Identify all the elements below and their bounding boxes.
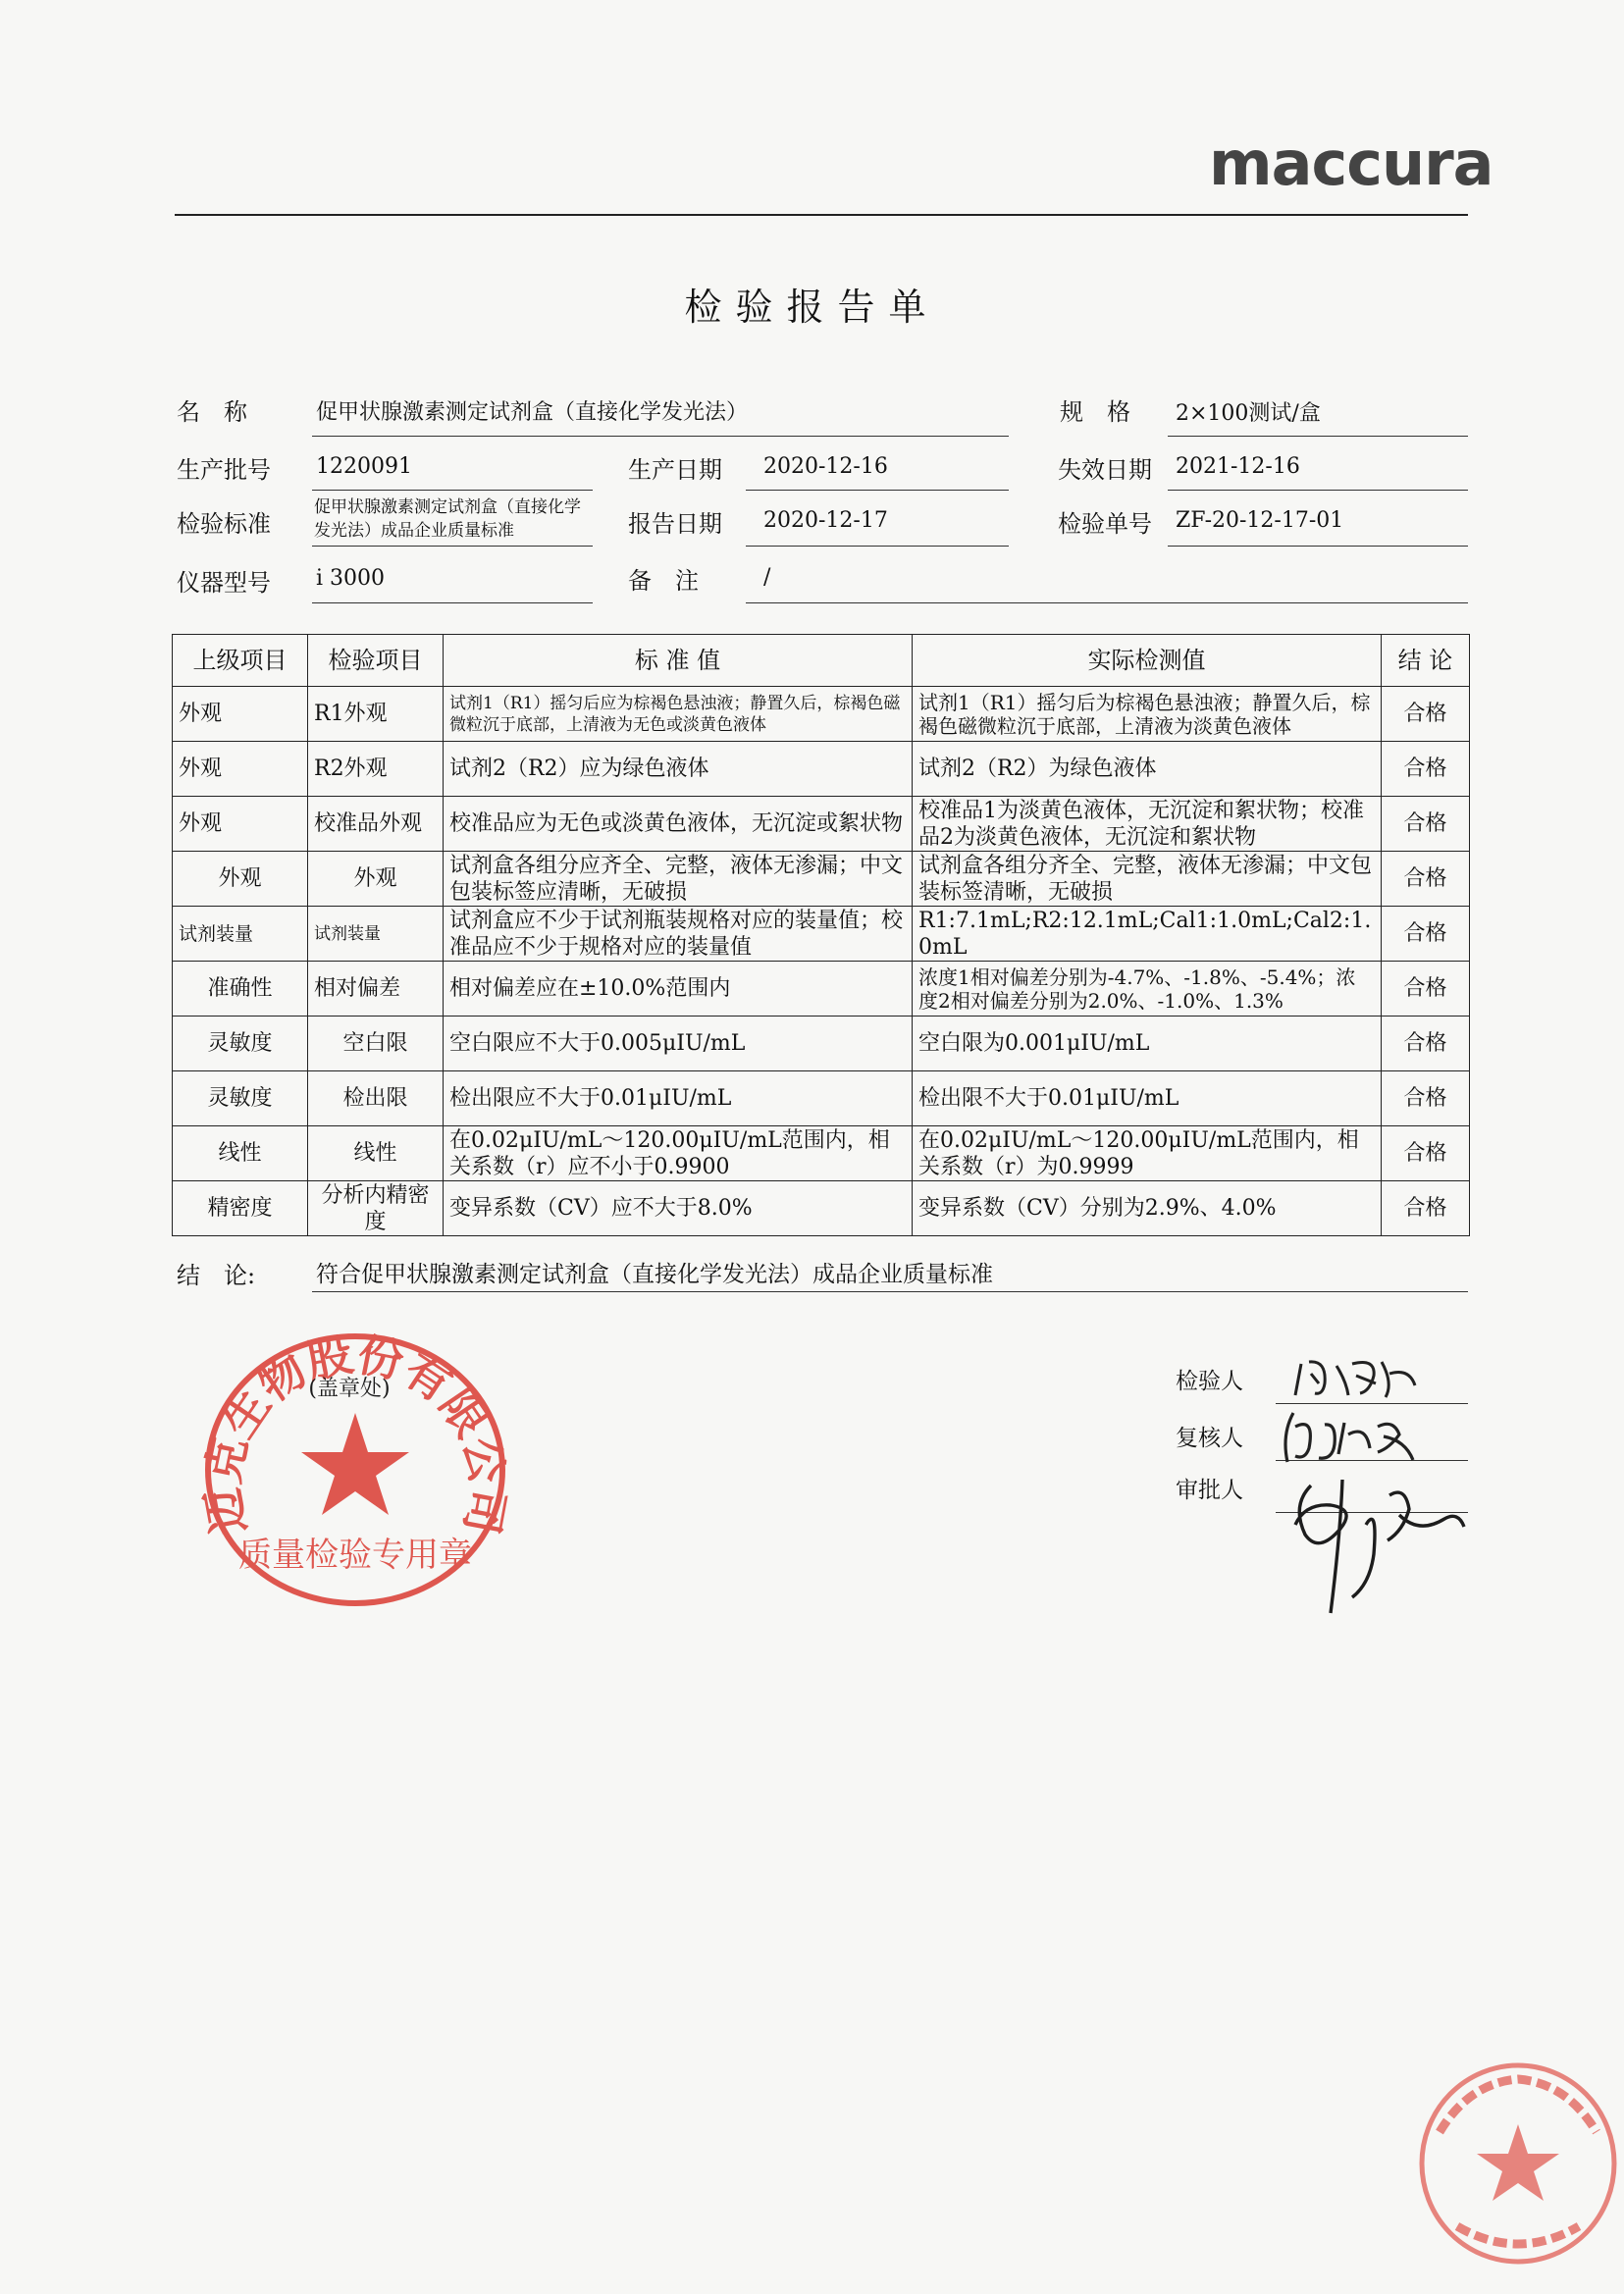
cell-standard: 试剂盒应不少于试剂瓶装规格对应的装量值；校准品应不少于规格对应的装量值 bbox=[444, 907, 913, 962]
cell-parent: 灵敏度 bbox=[173, 1071, 308, 1126]
cell-actual: 空白限为0.001μIU/mL bbox=[913, 1017, 1382, 1071]
table-row bbox=[173, 1181, 1470, 1236]
conclusion-underline bbox=[312, 1291, 1468, 1292]
remark-underline bbox=[746, 602, 1468, 603]
reviewer-label: 复核人 bbox=[1176, 1426, 1243, 1451]
cell-result: 合格 bbox=[1382, 1181, 1470, 1236]
table-row bbox=[173, 797, 1470, 852]
table-row bbox=[173, 852, 1470, 907]
cell-parent: 外观 bbox=[173, 742, 308, 797]
cell-parent: 外观 bbox=[173, 797, 308, 852]
standard-value: 促甲状腺激素测定试剂盒（直接化学发光法）成品企业质量标准 bbox=[314, 497, 581, 541]
table-row bbox=[173, 1071, 1470, 1126]
report-date-underline bbox=[746, 546, 1009, 547]
expiry-date-underline bbox=[1168, 490, 1468, 491]
cell-result: 合格 bbox=[1382, 962, 1470, 1017]
cell-result: 合格 bbox=[1382, 1017, 1470, 1071]
instrument-underline bbox=[312, 602, 593, 603]
cell-standard: 试剂1（R1）摇匀后应为棕褐色悬浊液；静置久后，棕褐色磁微粒沉于底部，上清液为无色或淡黄色液体 bbox=[444, 687, 913, 742]
cell-item: 试剂装量 bbox=[308, 907, 444, 962]
seal-star-icon bbox=[301, 1413, 409, 1515]
header-standard: 标 准 值 bbox=[444, 635, 913, 687]
expiry-date-label: 失效日期 bbox=[1058, 456, 1152, 484]
cell-item: 检出限 bbox=[308, 1071, 444, 1126]
report-date-label: 报告日期 bbox=[628, 510, 722, 538]
cell-standard: 试剂2（R2）应为绿色液体 bbox=[444, 742, 913, 797]
page-title: 检验报告单 bbox=[684, 286, 940, 329]
cell-standard: 相对偏差应在±10.0%范围内 bbox=[444, 962, 913, 1017]
cell-result: 合格 bbox=[1382, 852, 1470, 907]
header-actual: 实际检测值 bbox=[913, 635, 1382, 687]
cell-parent: 精密度 bbox=[173, 1181, 308, 1236]
cell-item: 外观 bbox=[308, 852, 444, 907]
header-result: 结 论 bbox=[1382, 635, 1470, 687]
batch-underline bbox=[312, 490, 593, 491]
instrument-value: i 3000 bbox=[316, 566, 386, 591]
cell-parent: 试剂装量 bbox=[173, 907, 308, 962]
production-date-underline bbox=[746, 490, 1009, 491]
batch-value: 1220091 bbox=[316, 454, 412, 479]
corner-seal-star-icon bbox=[1477, 2124, 1559, 2201]
cell-parent: 外观 bbox=[173, 852, 308, 907]
standard-underline bbox=[312, 546, 593, 547]
cell-standard: 试剂盒各组分应齐全、完整，液体无渗漏；中文包装标签应清晰，无破损 bbox=[444, 852, 913, 907]
cell-actual: 试剂2（R2）为绿色液体 bbox=[913, 742, 1382, 797]
approver-label: 审批人 bbox=[1176, 1478, 1243, 1503]
cell-actual: R1:7.1mL;R2:12.1mL;Cal1:1.0mL;Cal2:1.0mL bbox=[913, 907, 1382, 962]
name-value: 促甲状腺激素测定试剂盒（直接化学发光法） bbox=[316, 400, 749, 425]
cell-parent: 灵敏度 bbox=[173, 1017, 308, 1071]
inspector-label: 检验人 bbox=[1176, 1369, 1243, 1394]
table-row bbox=[173, 742, 1470, 797]
conclusion-text: 符合促甲状腺激素测定试剂盒（直接化学发光法）成品企业质量标准 bbox=[316, 1262, 993, 1287]
cell-result: 合格 bbox=[1382, 907, 1470, 962]
production-date-value: 2020-12-16 bbox=[763, 454, 888, 479]
production-date-label: 生产日期 bbox=[628, 456, 722, 484]
cell-parent: 线性 bbox=[173, 1126, 308, 1181]
header-item: 检验项目 bbox=[308, 635, 444, 687]
reviewer-signature bbox=[1276, 1405, 1442, 1474]
cell-parent: 准确性 bbox=[173, 962, 308, 1017]
standard-label: 检验标准 bbox=[177, 510, 271, 538]
report-date-value: 2020-12-17 bbox=[763, 508, 888, 533]
cell-parent: 外观 bbox=[173, 687, 308, 742]
table-row bbox=[173, 962, 1470, 1017]
cell-result: 合格 bbox=[1382, 742, 1470, 797]
table-row bbox=[173, 687, 1470, 742]
company-seal bbox=[192, 1321, 516, 1615]
remark-label: 备 注 bbox=[628, 567, 699, 595]
inspector-line bbox=[1276, 1403, 1468, 1404]
cell-standard: 变异系数（CV）应不大于8.0% bbox=[444, 1181, 913, 1236]
cell-item: R1外观 bbox=[308, 687, 444, 742]
cell-standard: 在0.02μIU/mL～120.00μIU/mL范围内，相关系数（r）应不小于0.9900 bbox=[444, 1126, 913, 1181]
batch-label: 生产批号 bbox=[177, 456, 271, 484]
instrument-label: 仪器型号 bbox=[177, 569, 271, 597]
cell-standard: 校准品应为无色或淡黄色液体，无沉淀或絮状物 bbox=[444, 797, 913, 852]
table-row bbox=[173, 907, 1470, 962]
cell-result: 合格 bbox=[1382, 687, 1470, 742]
cell-result: 合格 bbox=[1382, 797, 1470, 852]
cell-actual: 浓度1相对偏差分别为-4.7%、-1.8%、-5.4%；浓度2相对偏差分别为2.0%、-1.0%、1.3% bbox=[913, 962, 1382, 1017]
table-row bbox=[173, 1126, 1470, 1181]
expiry-date-value: 2021-12-16 bbox=[1176, 454, 1300, 479]
cell-item: 相对偏差 bbox=[308, 962, 444, 1017]
cell-result: 合格 bbox=[1382, 1071, 1470, 1126]
cell-standard: 检出限应不大于0.01μIU/mL bbox=[444, 1071, 913, 1126]
results-table bbox=[172, 634, 1470, 1236]
company-logo: maccura bbox=[1209, 128, 1493, 199]
spec-underline bbox=[1168, 436, 1468, 437]
remark-value: / bbox=[763, 565, 771, 590]
cell-result: 合格 bbox=[1382, 1126, 1470, 1181]
corner-seal bbox=[1410, 2054, 1622, 2269]
cell-actual: 校准品1为淡黄色液体，无沉淀和絮状物；校准品2为淡黄色液体，无沉淀和絮状物 bbox=[913, 797, 1382, 852]
seal-note-text: (盖章处) bbox=[308, 1377, 391, 1401]
seal-purpose-text: 质量检验专用章 bbox=[238, 1536, 472, 1575]
table-header-row bbox=[173, 635, 1470, 687]
cell-actual: 在0.02μIU/mL～120.00μIU/mL范围内，相关系数（r）为0.9999 bbox=[913, 1126, 1382, 1181]
inspector-signature bbox=[1291, 1354, 1429, 1403]
cell-actual: 试剂盒各组分齐全、完整，液体无渗漏；中文包装标签清晰，无破损 bbox=[913, 852, 1382, 907]
header-parent-item: 上级项目 bbox=[173, 635, 308, 687]
cell-item: 空白限 bbox=[308, 1017, 444, 1071]
table-row bbox=[173, 1017, 1470, 1071]
cell-item: 线性 bbox=[308, 1126, 444, 1181]
cell-item: 分析内精密度 bbox=[308, 1181, 444, 1236]
name-label: 名 称 bbox=[177, 398, 247, 426]
cell-item: 校准品外观 bbox=[308, 797, 444, 852]
cell-actual: 变异系数（CV）分别为2.9%、4.0% bbox=[913, 1181, 1382, 1236]
report-number-label: 检验单号 bbox=[1058, 510, 1152, 538]
approver-signature bbox=[1272, 1466, 1468, 1633]
cell-actual: 检出限不大于0.01μIU/mL bbox=[913, 1071, 1382, 1126]
report-number-underline bbox=[1168, 546, 1468, 547]
seal-company-path: 迈克生物股份有限公司 bbox=[195, 1328, 515, 1538]
report-number-value: ZF-20-12-17-01 bbox=[1176, 508, 1344, 533]
spec-value: 2×100测试/盒 bbox=[1176, 401, 1321, 426]
conclusion-label: 结 论: bbox=[177, 1262, 256, 1289]
header-rule bbox=[175, 214, 1468, 216]
spec-label: 规 格 bbox=[1060, 398, 1130, 426]
cell-item: R2外观 bbox=[308, 742, 444, 797]
cell-standard: 空白限应不大于0.005μIU/mL bbox=[444, 1017, 913, 1071]
name-underline bbox=[312, 436, 1009, 437]
cell-actual: 试剂1（R1）摇匀后为棕褐色悬浊液；静置久后，棕褐色磁微粒沉于底部，上清液为淡黄色液体 bbox=[913, 687, 1382, 742]
